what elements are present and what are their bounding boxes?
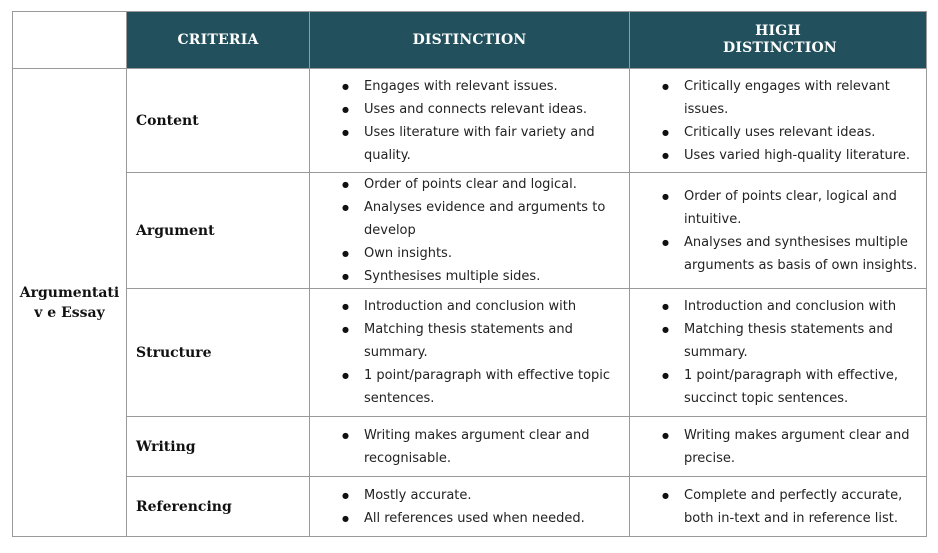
list-item: ● Analyses evidence and arguments to develop (344, 196, 623, 242)
high-distinction-list (630, 185, 926, 277)
list-item: ● Analyses and synthesises multiple arguments as basis of own insights. (664, 231, 920, 277)
high-distinction-list (630, 75, 926, 167)
list-item: ● 1 point/paragraph with effective topic sentences. (344, 364, 623, 410)
header-high-distinction (630, 12, 927, 69)
high-distinction-cell (630, 417, 927, 477)
list-item: ● Writing makes argument clear and recognisable. (344, 424, 623, 470)
distinction-cell (310, 289, 630, 417)
table-row-content (13, 69, 927, 173)
distinction-cell (310, 69, 630, 173)
list-item: ● Uses varied high-quality literature. (664, 144, 920, 167)
high-distinction-cell (630, 477, 927, 537)
criterion-cell: Content (127, 69, 310, 173)
distinction-list (310, 484, 629, 530)
list-item: ● Matching thesis statements and summary. (344, 318, 623, 364)
distinction-list (310, 173, 629, 288)
list-item: ● All references used when needed. (344, 507, 623, 530)
header-blank-cell (13, 12, 127, 69)
criterion-cell: Structure (127, 289, 310, 417)
header-high-distinction-label: HIGH DISTINCTION (723, 23, 837, 56)
high-distinction-cell (630, 69, 927, 173)
table-row-referencing (13, 477, 927, 537)
table-row-structure (13, 289, 927, 417)
criterion-cell: Argument (127, 173, 310, 289)
list-item: ● Synthesises multiple sides. (344, 265, 623, 288)
list-item: ● Critically engages with relevant issues. (664, 75, 920, 121)
high-distinction-cell (630, 289, 927, 417)
list-item: ● Own insights. (344, 242, 623, 265)
list-item: ● Mostly accurate. (344, 484, 623, 507)
distinction-list (310, 424, 629, 470)
list-item: ● Introduction and conclusion with (664, 295, 920, 318)
header-distinction: DISTINCTION (310, 12, 630, 69)
high-distinction-list (630, 484, 926, 530)
distinction-cell (310, 417, 630, 477)
distinction-list (310, 295, 629, 410)
list-item: ● Order of points clear and logical. (344, 173, 623, 196)
list-item: ● Complete and perfectly accurate, both in-text and in reference list. (664, 484, 920, 530)
list-item: ● Order of points clear, logical and intuitive. (664, 185, 920, 231)
distinction-list (310, 75, 629, 167)
table-row-argument (13, 173, 927, 289)
high-distinction-list (630, 295, 926, 410)
high-distinction-cell (630, 173, 927, 289)
essay-type-cell (13, 69, 127, 537)
header-criteria: CRITERIA (127, 12, 310, 69)
criterion-cell: Writing (127, 417, 310, 477)
list-item: ● Uses and connects relevant ideas. (344, 98, 623, 121)
distinction-cell (310, 477, 630, 537)
rubric-table (12, 11, 927, 537)
list-item: ● Engages with relevant issues. (344, 75, 623, 98)
table-row-writing (13, 417, 927, 477)
high-distinction-list (630, 424, 926, 470)
essay-type-label: Argumentativ e Essay (19, 284, 120, 321)
distinction-cell (310, 173, 630, 289)
list-item: ● Writing makes argument clear and precise. (664, 424, 920, 470)
list-item: ● Critically uses relevant ideas. (664, 121, 920, 144)
list-item: ● 1 point/paragraph with effective, succinct topic sentences. (664, 364, 920, 410)
list-item: ● Matching thesis statements and summary. (664, 318, 920, 364)
list-item: ● Introduction and conclusion with (344, 295, 623, 318)
header-row (13, 12, 927, 69)
list-item: ● Uses literature with fair variety and quality. (344, 121, 623, 167)
criterion-cell: Referencing (127, 477, 310, 537)
